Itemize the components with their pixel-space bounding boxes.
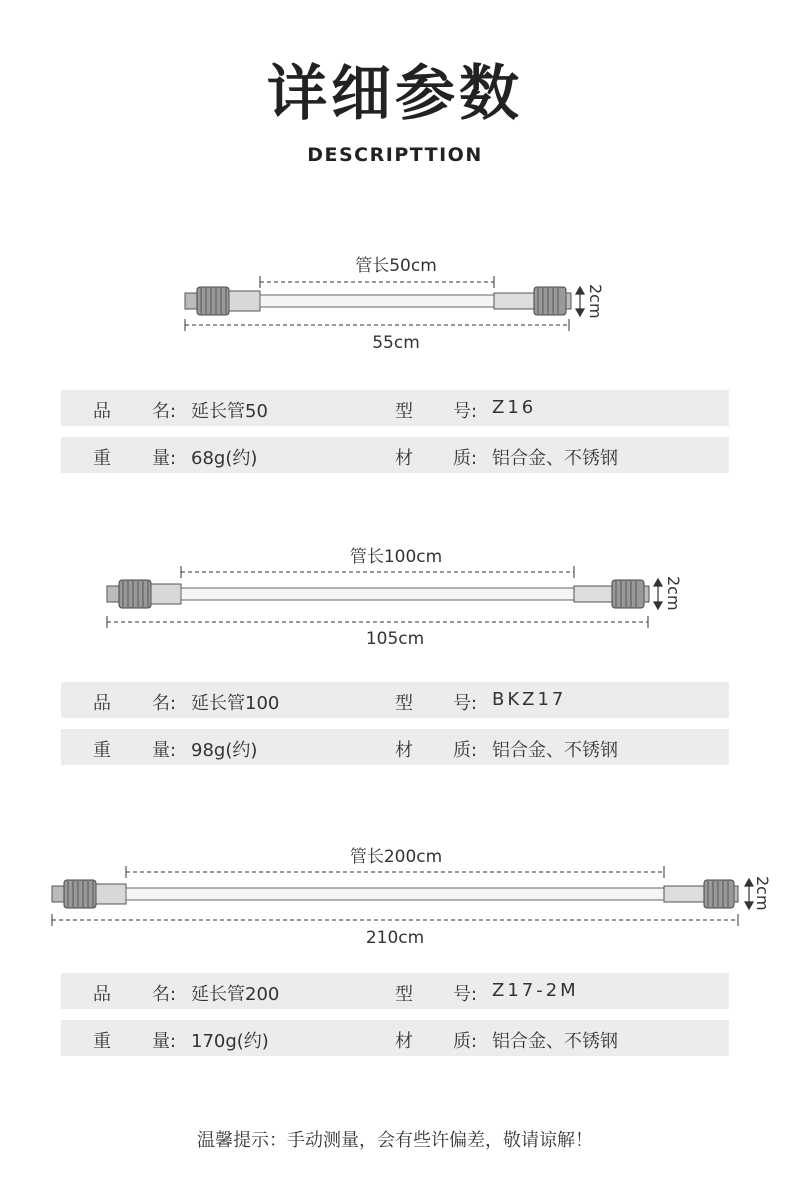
label-hao: 号: <box>453 984 478 1005</box>
label-liang: 量: <box>152 1031 177 1052</box>
label-pin: 品 <box>93 984 111 1005</box>
spec-row-name-model <box>61 682 729 718</box>
label-hao: 号: <box>453 401 478 422</box>
product-spec-50 <box>0 240 790 480</box>
label-zhong: 重 <box>93 1031 111 1052</box>
label-pin: 品 <box>93 693 111 714</box>
total-length-label: 105cm <box>365 629 425 649</box>
product-material: 铝合金、不锈钢 <box>492 1031 618 1052</box>
model-number: Z16 <box>492 397 537 418</box>
measurement-tip: 温馨提示：手动测量，会有些许偏差，敬请谅解！ <box>197 1130 593 1151</box>
label-xing: 型 <box>395 693 413 714</box>
label-xing: 型 <box>395 984 413 1005</box>
label-liang: 量: <box>152 448 177 469</box>
product-weight: 98g(约) <box>191 740 258 761</box>
product-weight: 68g(约) <box>191 448 258 469</box>
product-spec-200 <box>0 832 790 1072</box>
label-ming: 名: <box>152 984 177 1005</box>
spec-row-name-model <box>61 973 729 1009</box>
label-zhi: 质: <box>453 740 478 761</box>
label-zhi: 质: <box>453 448 478 469</box>
label-hao: 号: <box>453 693 478 714</box>
label-cai: 材 <box>395 1031 413 1052</box>
label-liang: 量: <box>152 740 177 761</box>
label-pin: 品 <box>93 401 111 422</box>
total-length-label: 55cm <box>372 333 420 353</box>
label-cai: 材 <box>395 448 413 469</box>
pipe-length-label: 管长100cm <box>349 547 443 567</box>
diameter-label: 2cm <box>753 876 772 911</box>
label-xing: 型 <box>395 401 413 422</box>
label-ming: 名: <box>152 401 177 422</box>
product-material: 铝合金、不锈钢 <box>492 740 618 761</box>
label-zhi: 质: <box>453 1031 478 1052</box>
product-name: 延长管100 <box>191 693 280 714</box>
pipe-length-label: 管长200cm <box>349 847 443 867</box>
product-material: 铝合金、不锈钢 <box>492 448 618 469</box>
product-name: 延长管50 <box>191 401 268 422</box>
model-number: Z17-2M <box>492 980 579 1001</box>
spec-row-name-model <box>61 390 729 426</box>
diameter-label: 2cm <box>664 576 683 611</box>
label-cai: 材 <box>395 740 413 761</box>
page-title: 详细参数 <box>267 59 523 129</box>
total-length-label: 210cm <box>365 928 425 948</box>
spec-row-weight-material <box>61 1020 729 1056</box>
label-zhong: 重 <box>93 448 111 469</box>
diameter-label: 2cm <box>586 284 605 319</box>
model-number: BKZ17 <box>492 689 567 710</box>
product-spec-100 <box>0 532 790 772</box>
pipe-length-label: 管长50cm <box>355 256 437 276</box>
page-subtitle: DESCRIPTTION <box>307 144 483 166</box>
spec-row-weight-material <box>61 437 729 473</box>
spec-row-weight-material <box>61 729 729 765</box>
label-ming: 名: <box>152 693 177 714</box>
product-name: 延长管200 <box>191 984 280 1005</box>
product-weight: 170g(约) <box>191 1031 269 1052</box>
label-zhong: 重 <box>93 740 111 761</box>
